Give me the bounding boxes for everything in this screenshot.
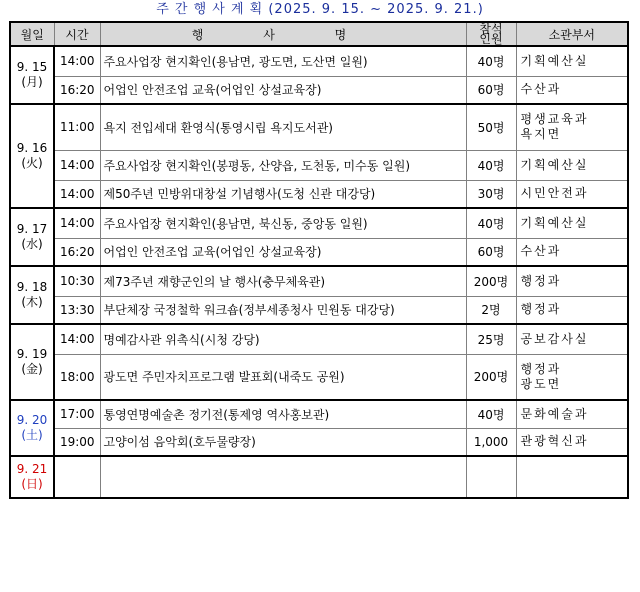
event-department xyxy=(516,238,628,266)
department-name: 기획예산실 xyxy=(520,215,589,230)
day-date-cell xyxy=(10,208,54,266)
event-department xyxy=(516,208,628,238)
schedule-row xyxy=(10,76,628,104)
event-attendance: 1,000 xyxy=(466,428,516,456)
schedule-row xyxy=(10,238,628,266)
event-name: 어업인 안전조업 교육(어업인 상설교육장) xyxy=(100,76,466,104)
schedule-row xyxy=(10,104,628,150)
event-time: 19:00 xyxy=(54,428,100,456)
day-of-week: (火) xyxy=(21,156,43,170)
department-name: 기획예산실 xyxy=(520,157,589,172)
event-attendance: 60명 xyxy=(466,238,516,266)
day-of-week: (木) xyxy=(21,295,43,309)
day-date: 9. 19 xyxy=(16,347,48,361)
page-title: 주 간 행 사 계 획 (2025. 9. 15. ~ 2025. 9. 21.) xyxy=(156,2,484,17)
event-name: 부단체장 국정철학 워크숍(정부세종청사 민원동 대강당) xyxy=(100,296,466,324)
department-name: 평생교육과 xyxy=(520,112,589,127)
event-name: 명예감사관 위촉식(시청 강당) xyxy=(100,324,466,354)
day-date: 9. 20 xyxy=(16,413,48,427)
department-name: 수산과 xyxy=(520,82,562,97)
event-time: 17:00 xyxy=(54,400,100,428)
schedule-row xyxy=(10,400,628,428)
event-name: 어업인 안전조업 교육(어업인 상설교육장) xyxy=(100,238,466,266)
department-name: 행정과 xyxy=(520,361,562,376)
event-attendance: 50명 xyxy=(466,104,516,150)
day-date-cell xyxy=(10,104,54,208)
event-attendance: 30명 xyxy=(466,180,516,208)
event-name: 주요사업장 현지확인(용남면, 북신동, 중앙동 일원) xyxy=(100,208,466,238)
schedule-row xyxy=(10,324,628,354)
event-department xyxy=(516,324,628,354)
weekly-schedule-table xyxy=(9,21,629,499)
department-name: 욕지면 xyxy=(520,127,562,142)
event-name: 욕지 전입세대 환영식(통영시립 욕지도서관) xyxy=(100,104,466,150)
event-attendance: 200명 xyxy=(466,354,516,400)
schedule-row xyxy=(10,456,628,498)
event-department xyxy=(516,266,628,296)
schedule-row xyxy=(10,208,628,238)
schedule-row xyxy=(10,428,628,456)
event-time: 16:20 xyxy=(54,76,100,104)
event-attendance: 40명 xyxy=(466,208,516,238)
event-department xyxy=(516,180,628,208)
department-name: 공보감사실 xyxy=(520,331,589,346)
event-time: 14:00 xyxy=(54,150,100,180)
event-department xyxy=(516,150,628,180)
day-date-cell xyxy=(10,456,54,498)
day-date-cell xyxy=(10,266,54,324)
schedule-row xyxy=(10,180,628,208)
schedule-row xyxy=(10,354,628,400)
schedule-row xyxy=(10,266,628,296)
event-attendance: 60명 xyxy=(466,76,516,104)
schedule-row xyxy=(10,296,628,324)
event-department xyxy=(516,296,628,324)
event-attendance: 25명 xyxy=(466,324,516,354)
event-department xyxy=(516,456,628,498)
event-time: 13:30 xyxy=(54,296,100,324)
event-department xyxy=(516,354,628,400)
day-of-week: (土) xyxy=(21,428,43,442)
schedule-row xyxy=(10,46,628,76)
event-name: 제50주년 민방위대창설 기념행사(도청 신관 대강당) xyxy=(100,180,466,208)
event-department xyxy=(516,104,628,150)
event-time: 18:00 xyxy=(54,354,100,400)
event-department xyxy=(516,76,628,104)
event-attendance: 40명 xyxy=(466,46,516,76)
department-name: 관광혁신과 xyxy=(520,434,589,449)
event-attendance: 200명 xyxy=(466,266,516,296)
day-date: 9. 21 xyxy=(16,462,48,476)
event-name xyxy=(100,456,466,498)
day-of-week: (金) xyxy=(21,362,43,376)
event-attendance: 40명 xyxy=(466,400,516,428)
event-time xyxy=(54,456,100,498)
header-dept: 소관부서 xyxy=(516,22,628,46)
event-name: 통영연명예술촌 정기전(통제영 역사홍보관) xyxy=(100,400,466,428)
event-attendance xyxy=(466,456,516,498)
header-date: 월일 xyxy=(10,22,54,46)
day-of-week: (水) xyxy=(21,237,43,251)
event-attendance: 2명 xyxy=(466,296,516,324)
event-time: 10:30 xyxy=(54,266,100,296)
header-count: 참석 인원 xyxy=(466,22,516,46)
event-time: 16:20 xyxy=(54,238,100,266)
day-date: 9. 16 xyxy=(16,141,48,155)
day-date: 9. 15 xyxy=(16,60,48,74)
event-time: 14:00 xyxy=(54,324,100,354)
event-time: 14:00 xyxy=(54,180,100,208)
department-name: 시민안전과 xyxy=(520,186,589,201)
department-name: 행정과 xyxy=(520,273,562,288)
department-name: 수산과 xyxy=(520,244,562,259)
event-time: 14:00 xyxy=(54,46,100,76)
event-name: 주요사업장 현지확인(봉평동, 산양읍, 도천동, 미수동 일원) xyxy=(100,150,466,180)
event-department xyxy=(516,428,628,456)
department-name: 기획예산실 xyxy=(520,53,589,68)
schedule-row xyxy=(10,150,628,180)
day-date-cell xyxy=(10,324,54,400)
day-date: 9. 17 xyxy=(16,222,48,236)
event-name: 제73주년 재향군인의 날 행사(충무체육관) xyxy=(100,266,466,296)
day-date: 9. 18 xyxy=(16,280,48,294)
event-name: 고양이섬 음악회(호두물량장) xyxy=(100,428,466,456)
event-name: 주요사업장 현지확인(용남면, 광도면, 도산면 일원) xyxy=(100,46,466,76)
header-row xyxy=(10,22,628,46)
event-attendance: 40명 xyxy=(466,150,516,180)
day-of-week: (日) xyxy=(21,477,43,491)
event-time: 11:00 xyxy=(54,104,100,150)
day-date-cell xyxy=(10,46,54,104)
event-department xyxy=(516,46,628,76)
day-date-cell xyxy=(10,400,54,456)
department-name: 문화예술과 xyxy=(520,406,589,421)
header-time: 시간 xyxy=(54,22,100,46)
day-of-week: (月) xyxy=(21,75,43,89)
department-name: 광도면 xyxy=(520,376,562,391)
department-name: 행정과 xyxy=(520,302,562,317)
event-department xyxy=(516,400,628,428)
event-time: 14:00 xyxy=(54,208,100,238)
header-event: 행 사 명 xyxy=(100,22,466,46)
event-name: 광도면 주민자치프로그램 발표회(내죽도 공원) xyxy=(100,354,466,400)
